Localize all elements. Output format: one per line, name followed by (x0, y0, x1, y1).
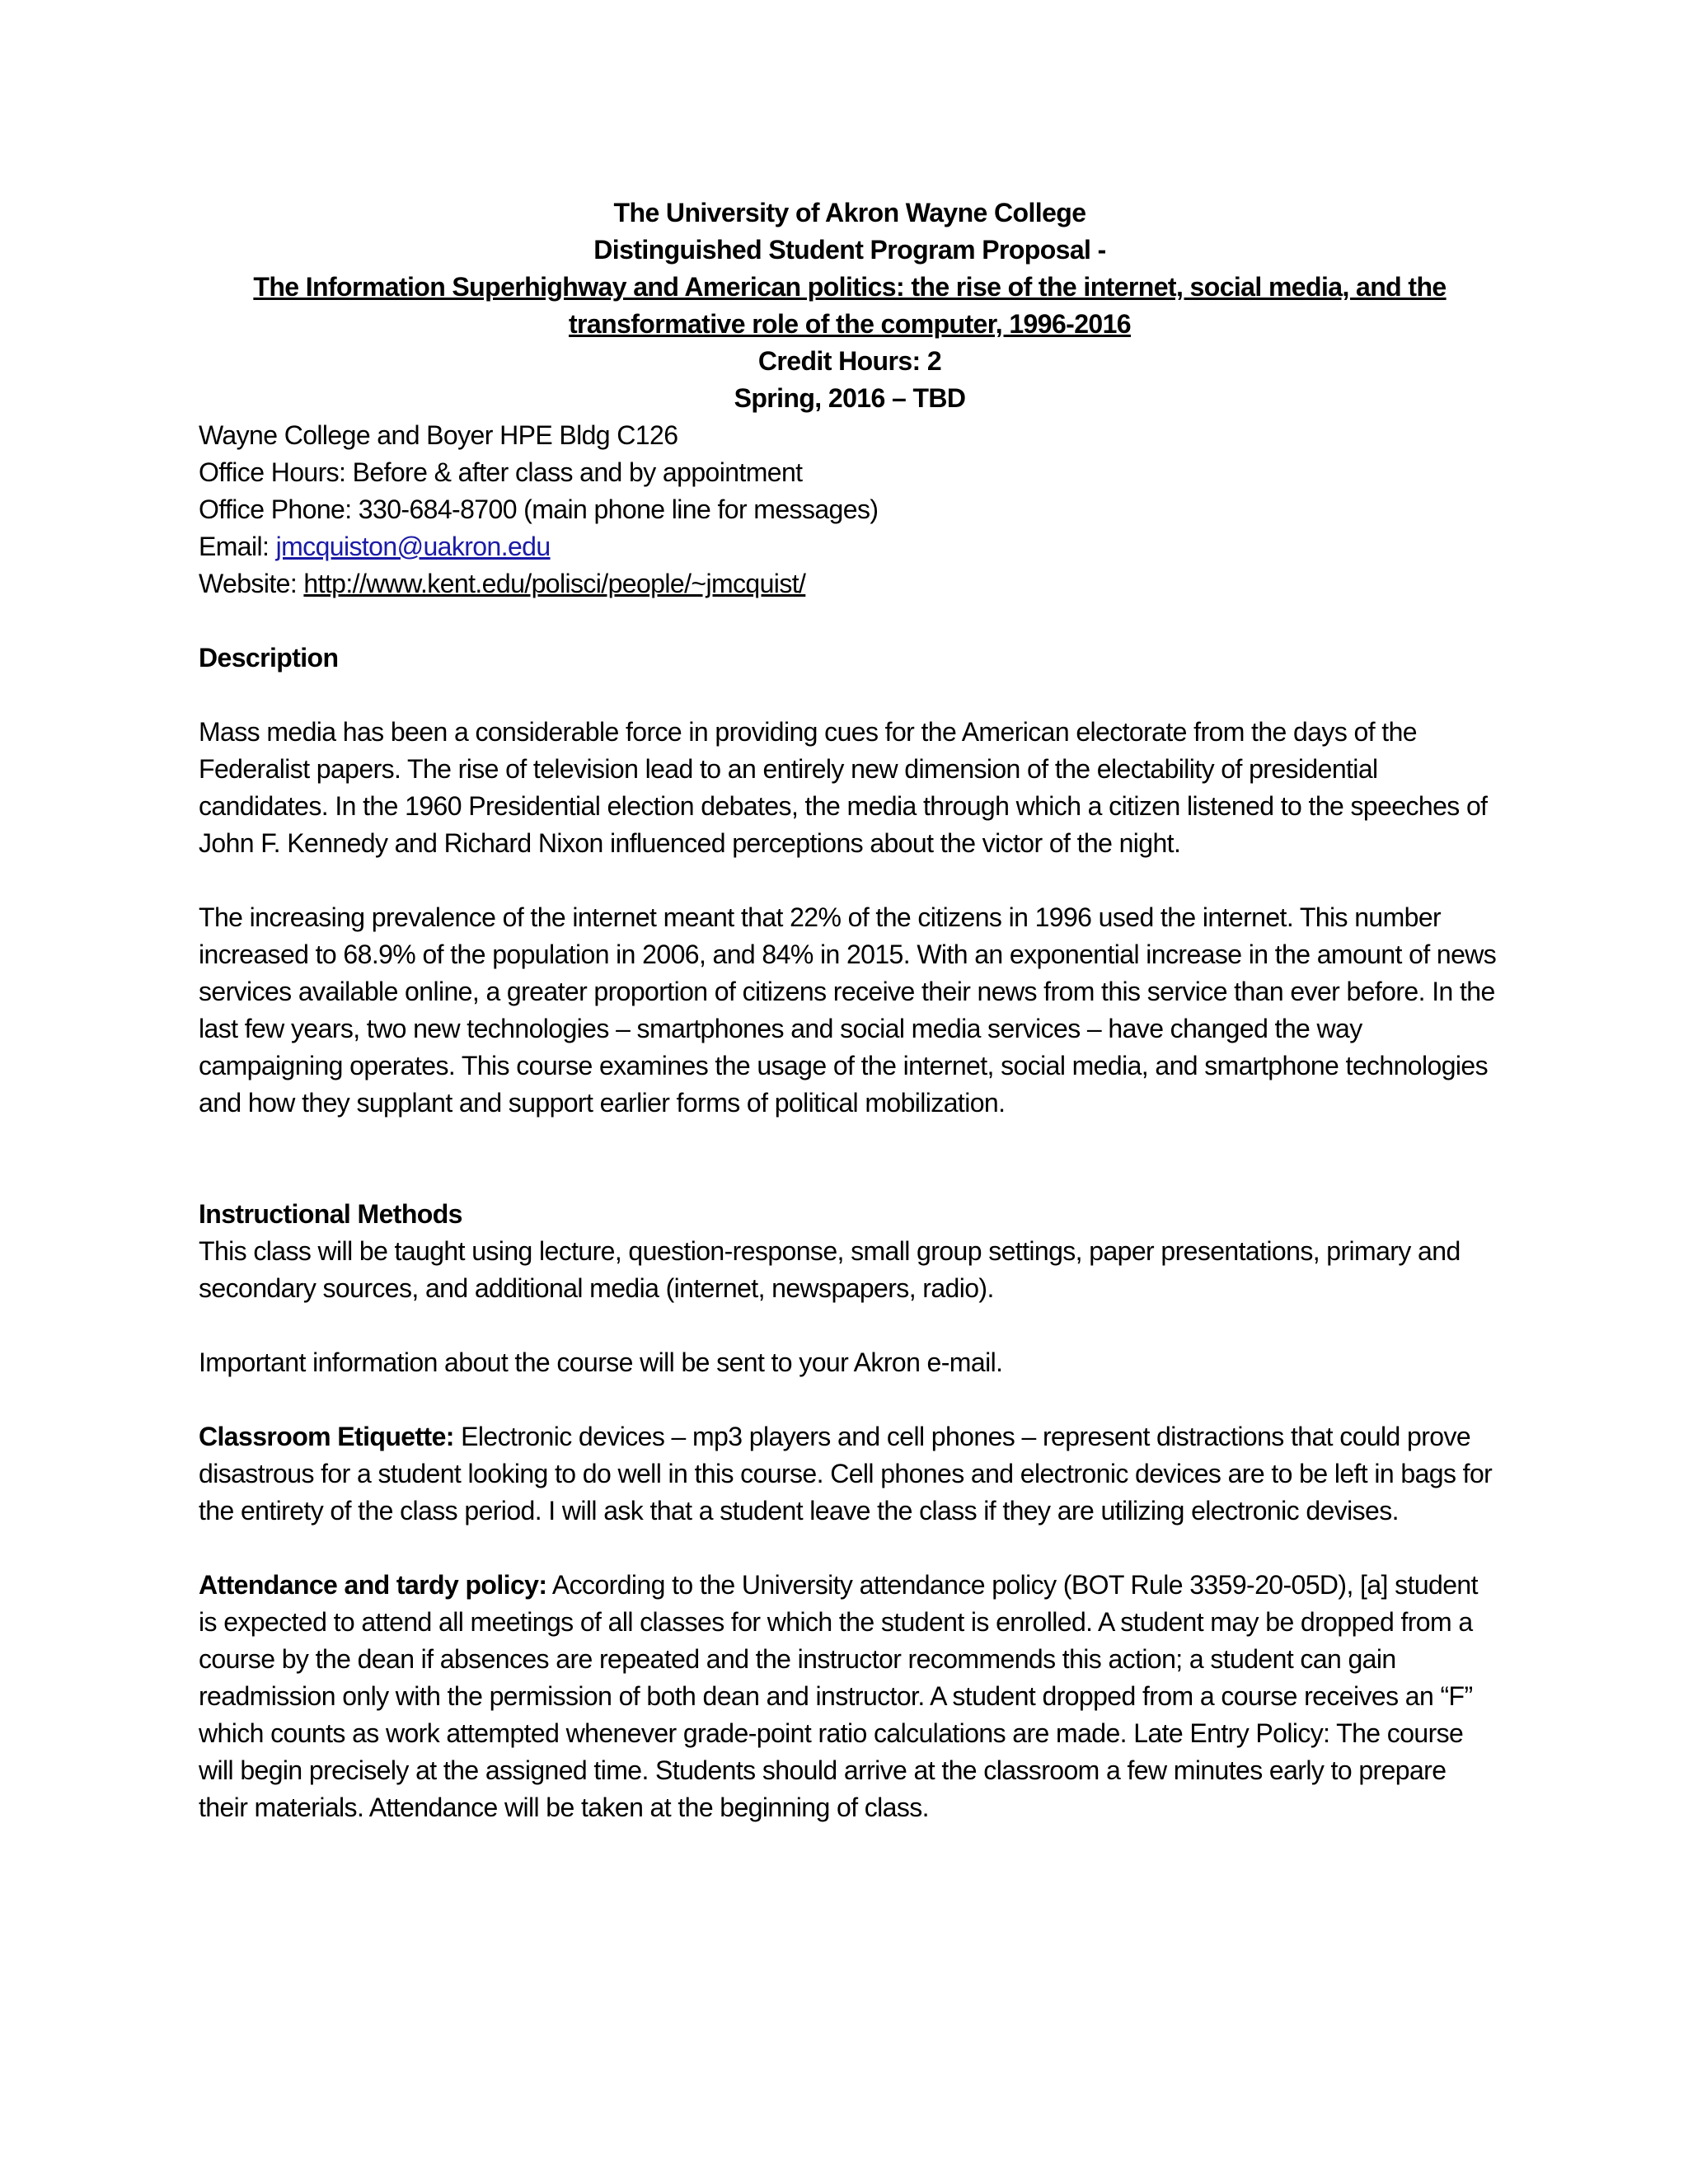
location: Wayne College and Boyer HPE Bldg C126 (199, 420, 678, 450)
proposal-title: Distinguished Student Program Proposal - (593, 235, 1106, 265)
website-label: Website: (199, 569, 304, 598)
institution-title: The University of Akron Wayne College (613, 198, 1086, 227)
etiquette-label: Classroom Etiquette: (199, 1422, 454, 1451)
contact-info (199, 417, 1501, 602)
course-title: The Information Superhighway and American politics: the rise of the internet, social media, and the transformative role of the computer, 1996-2016 (253, 272, 1447, 339)
term: Spring, 2016 – TBD (734, 383, 966, 413)
attendance-text: According to the University attendance policy (BOT Rule 3359-20-05D), [a] student is expected to attend all meetings of all classes for which the student is enrolled. A student may be dropped from a course by the dean if absences are repeated and the instructor recommends this action; a student can gain readmission only with the permission of both dean and instructor. A student dropped from a course receives an “F” which counts as work attempted whenever grade-point ratio calculations are made. Late Entry Policy: The course will begin precisely at the assigned time. Students should arrive at the classroom a few minutes early to prepare their materials. Attendance will be taken at the beginning of class. (199, 1570, 1478, 1822)
instructional-heading: Instructional Methods (199, 1199, 462, 1229)
etiquette-text: Electronic devices – mp3 players and cell phones – represent distractions that could prove disastrous for a student looking to do well in this course. Cell phones and electronic devices are to be left in bags for the entirety of the class period. I will ask that a student leave the class if they are utilizing electronic devises. (199, 1422, 1493, 1526)
office-hours: Office Hours: Before & after class and by appointment (199, 457, 803, 487)
etiquette-paragraph (199, 1418, 1501, 1530)
email-line (199, 528, 1501, 565)
description-section (199, 640, 1501, 1122)
description-paragraph-1: Mass media has been a considerable force in providing cues for the American electorate from the days of the Federalist papers. The rise of television lead to an entirely new dimension of the electability of presidential candidates. In the 1960 Presidential election debates, the media through which a citizen listened to the speeches of John F. Kennedy and Richard Nixon influenced perceptions about the victor of the night. (199, 717, 1488, 858)
instructional-section (199, 1196, 1501, 1381)
attendance-label: Attendance and tardy policy: (199, 1570, 547, 1600)
email-link[interactable]: jmcquiston@uakron.edu (275, 532, 551, 561)
description-paragraph-2: The increasing prevalence of the internet meant that 22% of the citizens in 1996 used the internet. This number increased to 68.9% of the population in 2006, and 84% in 2015. With an exponential increase in the amount of news services available online, a greater proportion of citizens receive their news from this service than ever before. In the last few years, two new technologies – smartphones and social media services – have changed the way campaigning operates. This course examines the usage of the internet, social media, and smartphone technologies and how they supplant and support earlier forms of political mobilization. (199, 902, 1497, 1118)
document-header (199, 194, 1501, 417)
instructional-paragraph-1: This class will be taught using lecture, question-response, small group settings, paper presentations, primary and secondary sources, and additional media (internet, newspapers, radio). (199, 1236, 1461, 1303)
attendance-paragraph (199, 1567, 1501, 1826)
office-phone: Office Phone: 330-684-8700 (main phone line for messages) (199, 494, 879, 524)
website-link[interactable]: http://www.kent.edu/polisci/people/~jmcquist/ (303, 569, 806, 598)
email-label: Email: (199, 532, 276, 561)
website-line (199, 565, 1501, 602)
syllabus-page (199, 194, 1501, 1826)
description-heading: Description (199, 643, 339, 673)
credit-hours: Credit Hours: 2 (757, 346, 942, 376)
instructional-paragraph-2: Important information about the course will be sent to your Akron e-mail. (199, 1347, 1003, 1377)
